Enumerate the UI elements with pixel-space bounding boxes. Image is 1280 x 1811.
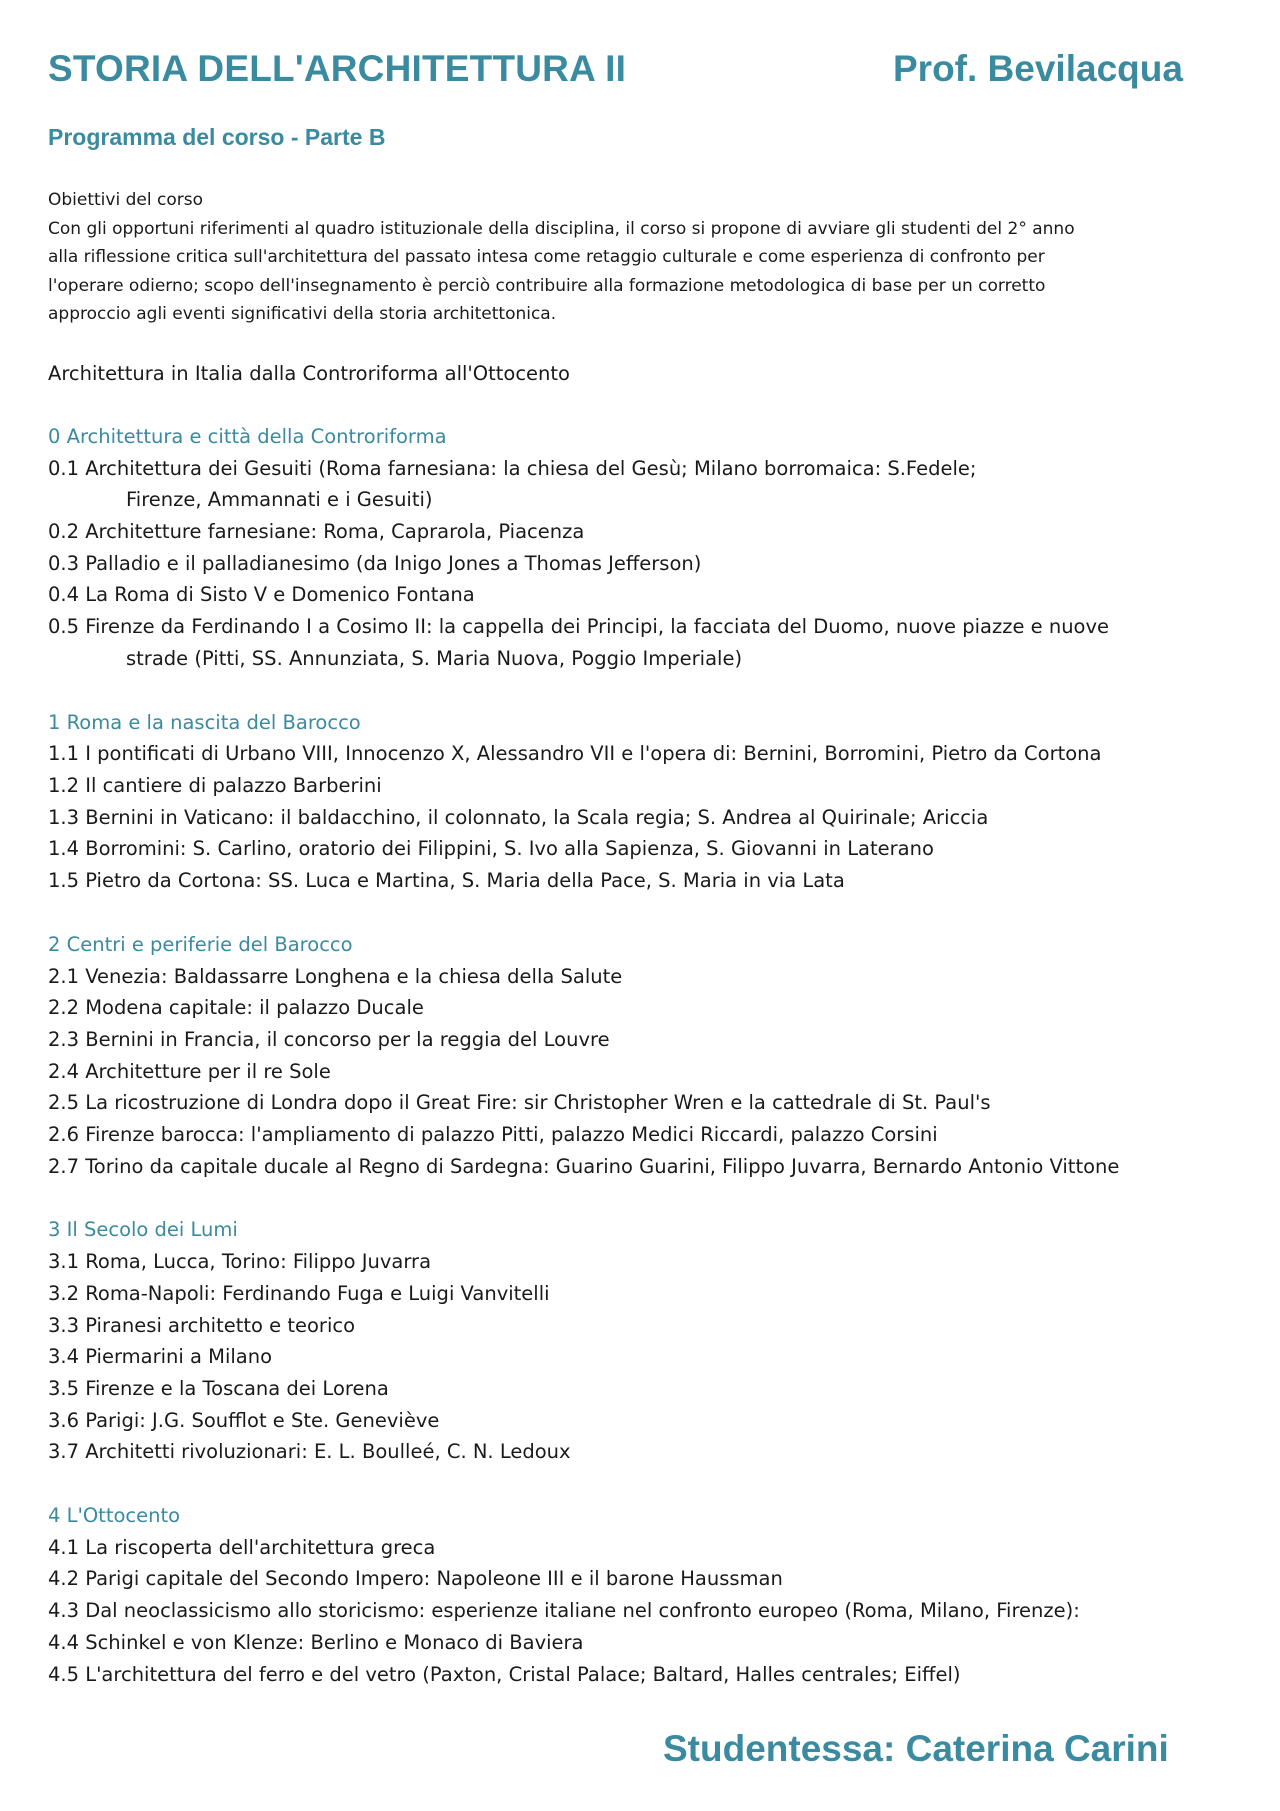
list-item [48, 1024, 1238, 1056]
list-item-text: 4.4 Schinkel e von Klenze: Berlino e Monaco di Baviera [48, 1630, 584, 1654]
list-item [48, 1087, 1238, 1119]
list-item [48, 865, 1238, 897]
list-item [48, 738, 1238, 770]
student-name: Studentessa: Caterina Carini [663, 1728, 1169, 1769]
list-item-text: 1.5 Pietro da Cortona: SS. Luca e Martina, S. Maria della Pace, S. Maria in via Lata [48, 869, 845, 893]
list-item-text: 3.3 Piranesi architetto e teorico [48, 1313, 356, 1337]
list-item [48, 548, 1238, 580]
list-item [48, 992, 1238, 1024]
list-item-text: 2.4 Architetture per il re Sole [48, 1059, 331, 1083]
objectives-block [48, 186, 1238, 329]
list-item-text: 1.4 Borromini: S. Carlino, oratorio dei Filippini, S. Ivo alla Sapienza, S. Giovanni in Laterano [48, 837, 934, 861]
list-item [48, 1056, 1238, 1088]
list-item-text: 2.3 Bernini in Francia, il concorso per la reggia del Louvre [48, 1027, 610, 1051]
list-item [48, 1595, 1238, 1627]
objectives-heading: Obiettivi del corso [48, 190, 203, 210]
list-item-text: 3.7 Architetti rivoluzionari: E. L. Boulleé, C. N. Ledoux [48, 1440, 571, 1464]
list-item [48, 770, 1238, 802]
list-item-text: 1.2 Il cantiere di palazzo Barberini [48, 774, 382, 797]
list-item [48, 579, 1238, 611]
document-subtitle: Programma del corso - Parte B [48, 124, 386, 150]
list-item-text: 4.5 L'architettura del ferro e del vetro (Paxton, Cristal Palace; Baltard, Halles centrales; Eiffel) [48, 1662, 961, 1686]
list-item-text: 3.4 Piermarini a Milano [48, 1345, 273, 1369]
list-item [48, 1278, 1238, 1310]
course-title: Architettura in Italia dalla Controriforma all'Ottocento [48, 361, 570, 385]
list-item [48, 1627, 1238, 1659]
list-item-text: 0.1 Architettura dei Gesuiti (Roma farnesiana: la chiesa del Gesù; Milano borromaica: S.Fedele; [48, 456, 977, 480]
section-0 [48, 421, 1238, 675]
list-item-text: 2.6 Firenze barocca: l'ampliamento di palazzo Pitti, palazzo Medici Riccardi, palazzo Corsini [48, 1123, 938, 1147]
list-item-text: 2.5 La ricostruzione di Londra dopo il Great Fire: sir Christopher Wren e la cattedrale di St. Paul's [48, 1091, 991, 1115]
objectives-line: alla riflessione critica sull'architettura del passato intesa come retaggio culturale e come esperienza di confronto per [48, 247, 1045, 268]
professor-name: Prof. Bevilacqua [893, 48, 1183, 89]
list-item [48, 1436, 1238, 1468]
list-item [48, 833, 1238, 865]
list-item [48, 1373, 1238, 1405]
list-item [48, 1405, 1238, 1437]
list-item [48, 1310, 1238, 1342]
list-item [48, 802, 1238, 834]
list-item [48, 1532, 1238, 1564]
list-item-text: 2.2 Modena capitale: il palazzo Ducale [48, 996, 424, 1020]
objectives-line: approccio agli eventi significativi della storia architettonica. [48, 304, 557, 325]
list-item-text: 3.5 Firenze e la Toscana dei Lorena [48, 1376, 389, 1400]
list-item [48, 516, 1238, 548]
section-2 [48, 929, 1238, 1183]
list-item-text: 3.1 Roma, Lucca, Torino: Filippo Juvarra [48, 1250, 432, 1274]
document-body [48, 186, 1238, 1690]
list-item [48, 611, 1238, 674]
list-item [48, 1119, 1238, 1151]
list-item-text: 2.7 Torino da capitale ducale al Regno di Sardegna: Guarino Guarini, Filippo Juvarra, Bernardo Antonio Vittone [48, 1154, 1120, 1178]
list-item-text: 0.4 La Roma di Sisto V e Domenico Fontana [48, 583, 475, 607]
sections-list [48, 421, 1238, 1690]
objectives-line: l'operare odierno; scopo dell'insegnamento è perciò contribuire alla formazione metodologica di base per un corretto [48, 275, 1046, 296]
list-item-text: 0.3 Palladio e il palladianesimo (da Inigo Jones a Thomas Jefferson) [48, 551, 702, 575]
objectives-line: Con gli opportuni riferimenti al quadro istituzionale della disciplina, il corso si propone di avviare gli studenti del 2° anno [48, 218, 1075, 239]
list-item-continuation: Firenze, Ammannati e i Gesuiti) [126, 488, 433, 512]
list-item [48, 1341, 1238, 1373]
list-item-text: 4.3 Dal neoclassicismo allo storicismo: esperienze italiane nel confronto europeo (Roma, Milano, Firenze): [48, 1599, 1080, 1623]
section-1 [48, 707, 1238, 897]
list-item-text: 1.1 I pontificati di Urbano VIII, Innocenzo X, Alessandro VII e l'opera di: Bernini, Borromini, Pietro da Cortona [48, 742, 1102, 766]
section-title: 1 Roma e la nascita del Barocco [48, 710, 361, 734]
list-item-text: 3.6 Parigi: J.G. Soufflot e Ste. Geneviève [48, 1408, 440, 1432]
section-3 [48, 1214, 1238, 1468]
list-item-continuation: strade (Pitti, SS. Annunziata, S. Maria Nuova, Poggio Imperiale) [126, 646, 743, 670]
list-item [48, 453, 1238, 516]
list-item-text: 4.1 La riscoperta dell'architettura greca [48, 1535, 436, 1559]
section-title: 3 Il Secolo dei Lumi [48, 1218, 238, 1242]
document-title: STORIA DELL'ARCHITETTURA II [48, 48, 627, 89]
list-item-text: 3.2 Roma-Napoli: Ferdinando Fuga e Luigi Vanvitelli [48, 1281, 550, 1305]
section-4 [48, 1500, 1238, 1690]
list-item [48, 1151, 1238, 1183]
list-item-text: 2.1 Venezia: Baldassarre Longhena e la chiesa della Salute [48, 964, 623, 988]
list-item-text: 4.2 Parigi capitale del Secondo Impero: Napoleone III e il barone Haussman [48, 1567, 783, 1591]
list-item [48, 1659, 1238, 1691]
section-title: 0 Architettura e città della Controriforma [48, 424, 447, 448]
list-item [48, 1563, 1238, 1595]
list-item [48, 961, 1238, 993]
list-item-text: 0.2 Architetture farnesiane: Roma, Caprarola, Piacenza [48, 520, 585, 544]
section-title: 4 L'Ottocento [48, 1504, 181, 1528]
list-item-text: 1.3 Bernini in Vaticano: il baldacchino, il colonnato, la Scala regia; S. Andrea al Quirinale; Ariccia [48, 805, 989, 829]
list-item [48, 1246, 1238, 1278]
section-title: 2 Centri e periferie del Barocco [48, 932, 353, 956]
list-item-text: 0.5 Firenze da Ferdinando I a Cosimo II: la cappella dei Principi, la facciata del Duomo, nuove piazze e nuove [48, 615, 1110, 639]
